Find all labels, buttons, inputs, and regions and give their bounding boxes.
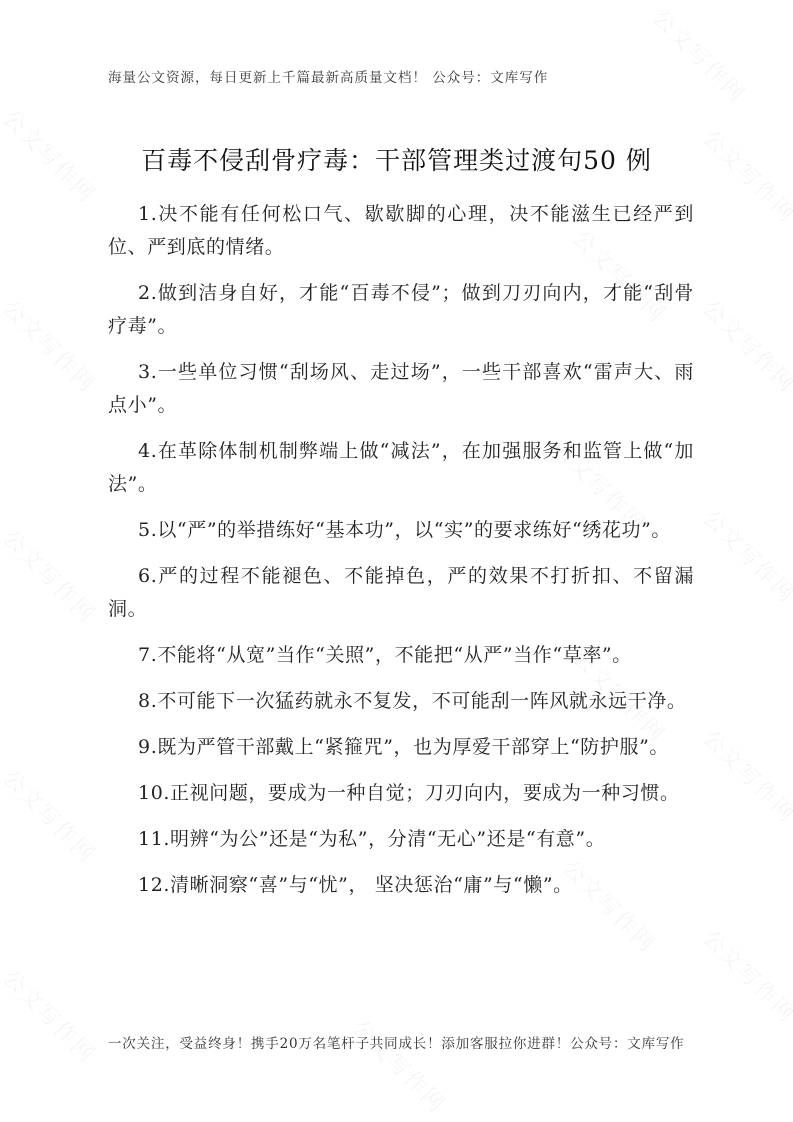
list-item: 5.以“严”的举措练好“基本功”，以“实”的要求练好“绣花功”。 [138, 519, 672, 541]
list-item: 12.清晰洞察“喜”与“忧”， 坚决惩治“庸”与“懒”。 [138, 874, 573, 896]
watermark [347, 1012, 454, 1119]
list-item: 7.不能将“从宽”当作“关照”，不能把“从严”当作“草率”。 [138, 644, 632, 666]
watermark [647, 2, 754, 109]
watermark [0, 522, 103, 629]
item-list [108, 198, 694, 915]
list-item: 8.不可能下一次猛药就永不复发，不可能刮一阵风就永远干净。 [138, 690, 687, 712]
list-item: 9.既为严管干部戴上“紧箍咒”，也为厚爱干部穿上“防护服”。 [138, 736, 669, 758]
list-item: 11.明辨“为公”还是“为私”，分清“无心”还是“有意”。 [138, 828, 606, 850]
footer-note: 一次关注，受益终身！携手20万名笔杆子共同成长！添加客服拉你进群！公众号：文库写作 [108, 1036, 685, 1052]
list-item: 6.严的过程不能褪色、不能掉色，严的效果不打折扣、不留漏洞。 [108, 565, 694, 620]
page-title: 百毒不侵刮骨疗毒：干部管理类过渡句50 例 [141, 146, 652, 175]
header-note: 海量公文资源，每日更新上千篇最新高质量文档！ 公众号：文库写作 [108, 70, 549, 86]
list-item: 4.在革除体制机制弊端上做“减法”，在加强服务和监管上做“加法”。 [108, 440, 694, 495]
watermark [0, 962, 103, 1069]
list-item: 1.决不能有任何松口气、歇歇脚的心理，决不能滋生已经严到位、严到底的情绪。 [108, 203, 694, 258]
list-item: 10.正视问题，要成为一种自觉；刀刃向内，要成为一种习惯。 [138, 782, 680, 804]
watermark [697, 292, 793, 399]
list-item: 2.做到洁身自好，才能“百毒不侵”；做到刀刃向内，才能“刮骨疗毒”。 [108, 282, 694, 337]
watermark [697, 922, 793, 1029]
watermark [697, 502, 793, 609]
list-item: 3.一些单位习惯“刮场风、走过场”，一些干部喜欢“雷声大、雨点小”。 [108, 361, 694, 416]
watermark [0, 762, 103, 869]
watermark [0, 292, 103, 399]
watermark [697, 722, 793, 829]
